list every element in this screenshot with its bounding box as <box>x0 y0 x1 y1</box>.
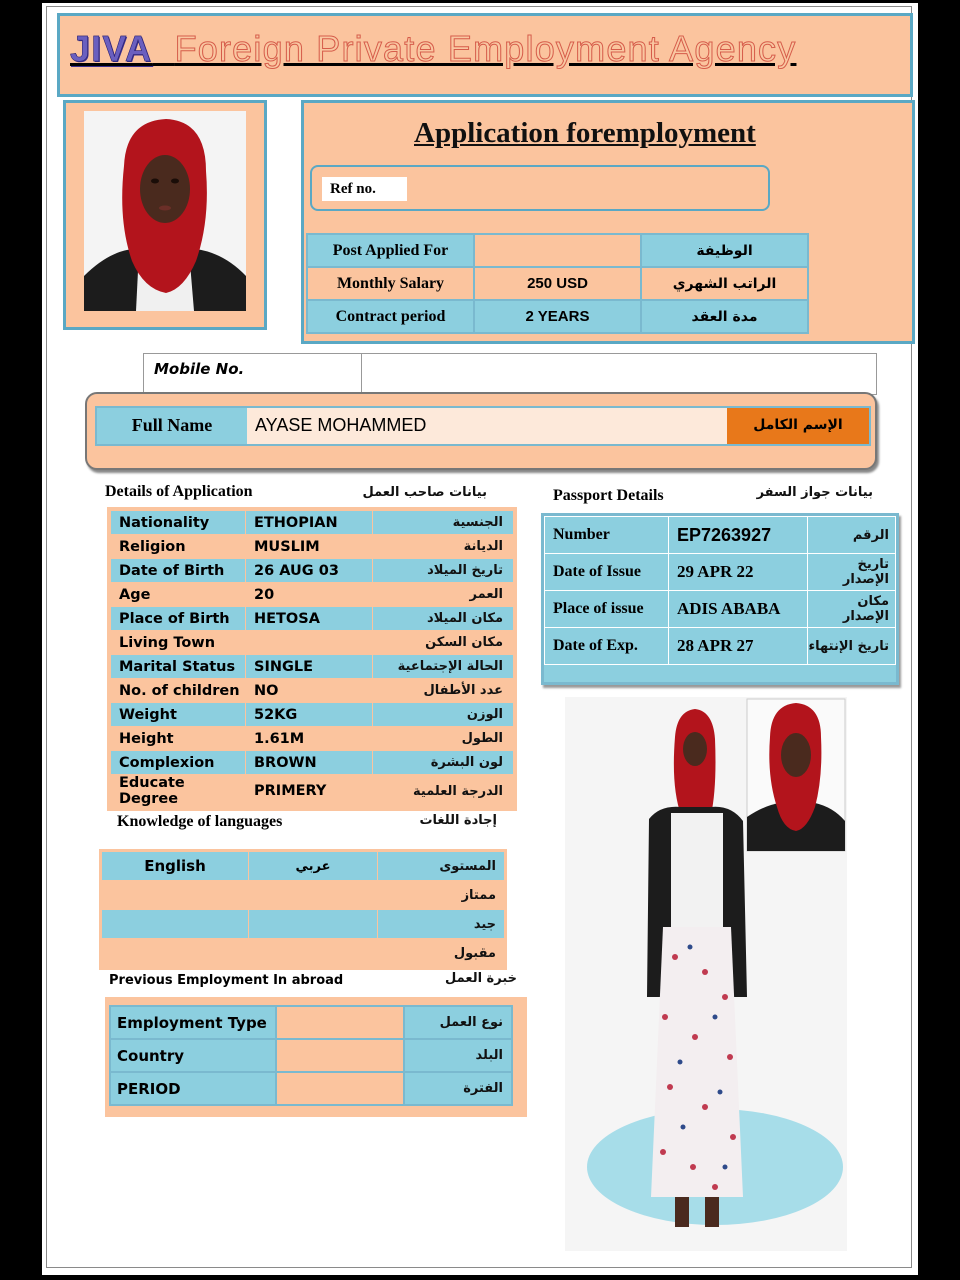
detail-nationality-label: Nationality <box>111 511 246 535</box>
detail-complexion-label: Complexion <box>111 751 246 775</box>
detail-educate-degree-label-ar: الدرجة العلمية <box>373 775 514 808</box>
lang-level: المستوى <box>378 852 505 881</box>
expiry-date-value: 28 APR 27 <box>669 628 808 665</box>
table-row <box>545 554 896 591</box>
table-row <box>110 1039 512 1072</box>
post-label: Post Applied For <box>307 234 474 267</box>
country-label: Country <box>110 1039 276 1072</box>
level-excellent: ممتاز <box>378 881 505 910</box>
portrait-frame <box>63 100 267 330</box>
passport-number-label-ar: الرقم <box>808 517 896 554</box>
contract-label: Contract period <box>307 300 474 333</box>
detail-living-town-label-ar: مكان السكن <box>373 631 514 655</box>
post-value <box>474 234 641 267</box>
contract-value: 2 YEARS <box>474 300 641 333</box>
passport-number-value: EP7263927 <box>669 517 808 554</box>
detail-living-town-value <box>246 631 373 655</box>
table-row <box>102 881 505 910</box>
table-row <box>111 511 514 535</box>
lang-english: English <box>102 852 249 881</box>
table-row <box>111 535 514 559</box>
post-label-ar: الوظيفة <box>641 234 808 267</box>
detail-religion-label-ar: الديانة <box>373 535 514 559</box>
table-row <box>307 267 808 300</box>
period-label-ar: الفترة <box>404 1072 512 1105</box>
page-border <box>46 6 912 1268</box>
country-label-ar: البلد <box>404 1039 512 1072</box>
issue-place-label: Place of issue <box>545 591 669 628</box>
table-row <box>111 607 514 631</box>
mobile-label: Mobile No. <box>144 354 362 394</box>
languages-title: Knowledge of languages <box>117 813 283 830</box>
detail-age-label: Age <box>111 583 246 607</box>
detail-height-label: Height <box>111 727 246 751</box>
employment-type-value <box>276 1006 404 1039</box>
mobile-row <box>143 353 877 395</box>
detail-educate-degree-value: PRIMERY <box>246 775 373 808</box>
detail-educate-degree-label: Educate Degree <box>111 775 246 808</box>
detail-weight-label: Weight <box>111 703 246 727</box>
full-name-value: AYASE MOHAMMED <box>247 408 727 444</box>
passport-table <box>541 513 899 685</box>
agency-subtitle: Foreign Private Employment Agency <box>174 28 797 69</box>
details-title: Details of Application <box>105 483 253 500</box>
detail-place-of-birth-label: Place of Birth <box>111 607 246 631</box>
detail-no-of-children-label: No. of children <box>111 679 246 703</box>
detail-date-of-birth-value: 26 AUG 03 <box>246 559 373 583</box>
detail-age-label-ar: العمر <box>373 583 514 607</box>
table-row <box>307 234 808 267</box>
level-acceptable: مقبول <box>378 939 505 968</box>
detail-complexion-label-ar: لون البشرة <box>373 751 514 775</box>
agency-banner <box>57 13 913 97</box>
details-title-ar: بيانات صاحب العمل <box>362 485 487 500</box>
agency-brand: JIVA <box>70 28 153 69</box>
detail-marital-status-label-ar: الحالة الإجتماعية <box>373 655 514 679</box>
ref-no-box <box>310 165 770 211</box>
lang-arabic: عربي <box>249 852 378 881</box>
full-name-label-ar: الإسم الكامل <box>727 408 869 444</box>
table-row <box>545 628 896 665</box>
passport-title: Passport Details <box>553 487 664 504</box>
contract-label-ar: مدة العقد <box>641 300 808 333</box>
country-value <box>276 1039 404 1072</box>
document-page <box>42 3 918 1275</box>
table-row <box>111 583 514 607</box>
portrait-photo <box>84 111 246 311</box>
passport-number-label: Number <box>545 517 669 554</box>
detail-nationality-label-ar: الجنسية <box>373 511 514 535</box>
detail-marital-status-label: Marital Status <box>111 655 246 679</box>
expiry-date-label: Date of Exp. <box>545 628 669 665</box>
table-row <box>110 1072 512 1105</box>
ref-no-label: Ref no. <box>322 177 407 201</box>
table-row <box>111 703 514 727</box>
detail-marital-status-value: SINGLE <box>246 655 373 679</box>
full-name-box <box>85 392 877 470</box>
agency-title <box>70 28 796 70</box>
table-row <box>111 679 514 703</box>
detail-place-of-birth-label-ar: مكان الميلاد <box>373 607 514 631</box>
details-table <box>107 507 517 811</box>
detail-place-of-birth-value: HETOSA <box>246 607 373 631</box>
employment-type-label: Employment Type <box>110 1006 276 1039</box>
previous-title-ar: خبرة العمل <box>445 971 517 986</box>
detail-age-value: 20 <box>246 583 373 607</box>
languages-title-ar: إجادة اللغات <box>419 813 497 828</box>
table-row <box>545 517 896 554</box>
salary-label: Monthly Salary <box>307 267 474 300</box>
detail-date-of-birth-label: Date of Birth <box>111 559 246 583</box>
issue-place-label-ar: مكان الإصدار <box>808 591 896 628</box>
expiry-date-label-ar: تاريخ الإنتهاء <box>808 628 896 665</box>
previous-table <box>105 997 527 1117</box>
application-title: Application foremployment <box>414 117 756 149</box>
table-row <box>102 939 505 968</box>
table-row <box>307 300 808 333</box>
table-row <box>111 751 514 775</box>
detail-no-of-children-value: NO <box>246 679 373 703</box>
languages-table <box>99 849 507 970</box>
detail-complexion-value: BROWN <box>246 751 373 775</box>
application-box <box>301 100 915 344</box>
full-name-row <box>95 406 871 446</box>
table-row <box>111 631 514 655</box>
detail-no-of-children-label-ar: عدد الأطفال <box>373 679 514 703</box>
table-row <box>102 852 505 881</box>
employment-type-label-ar: نوع العمل <box>404 1006 512 1039</box>
full-name-label: Full Name <box>97 408 247 444</box>
table-row <box>111 775 514 808</box>
salary-label-ar: الراتب الشهري <box>641 267 808 300</box>
salary-value: 250 USD <box>474 267 641 300</box>
table-row <box>111 727 514 751</box>
detail-weight-label-ar: الوزن <box>373 703 514 727</box>
issue-date-label: Date of Issue <box>545 554 669 591</box>
table-row <box>111 559 514 583</box>
table-row <box>545 591 896 628</box>
passport-title-ar: بيانات جواز السفر <box>756 485 873 500</box>
detail-height-label-ar: الطول <box>373 727 514 751</box>
table-row <box>102 910 505 939</box>
full-body-photo <box>565 697 847 1251</box>
detail-religion-value: MUSLIM <box>246 535 373 559</box>
table-row <box>110 1006 512 1039</box>
issue-place-value: ADIS ABABA <box>669 591 808 628</box>
table-row <box>111 655 514 679</box>
period-value <box>276 1072 404 1105</box>
detail-height-value: 1.61M <box>246 727 373 751</box>
level-good: جيد <box>378 910 505 939</box>
detail-religion-label: Religion <box>111 535 246 559</box>
issue-date-label-ar: تاريخ الإصدار <box>808 554 896 591</box>
detail-date-of-birth-label-ar: تاريخ الميلاد <box>373 559 514 583</box>
detail-living-town-label: Living Town <box>111 631 246 655</box>
issue-date-value: 29 APR 22 <box>669 554 808 591</box>
previous-title: Previous Employment In abroad <box>109 973 344 988</box>
application-table <box>306 233 809 334</box>
detail-nationality-value: ETHOPIAN <box>246 511 373 535</box>
detail-weight-value: 52KG <box>246 703 373 727</box>
period-label: PERIOD <box>110 1072 276 1105</box>
